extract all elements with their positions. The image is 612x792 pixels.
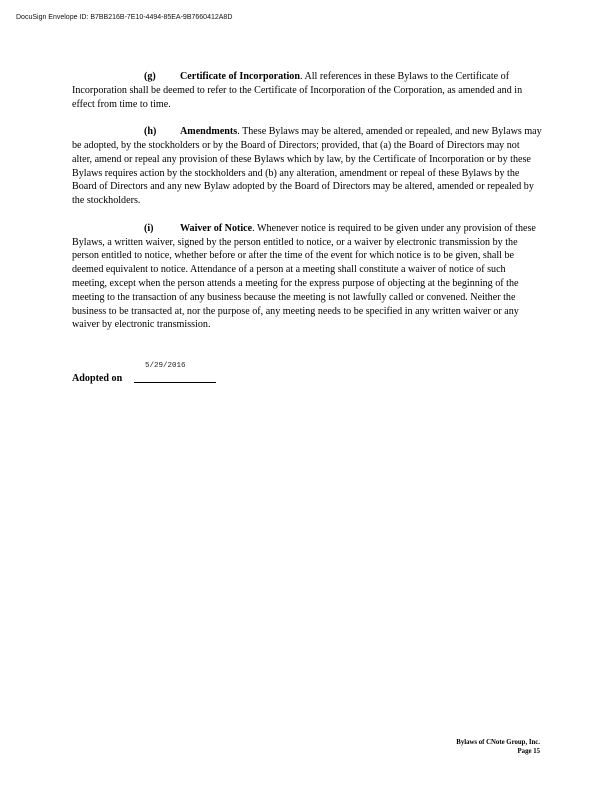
section-amendments: (h) Amendments. These Bylaws may be altered, amended or repealed, and new Bylaws may be adopted, by the stockholders or by the Board of Directors; provided, that (a) the Board of Directors may not alter, amend or repeal any provision of these Bylaws which by law, by the Certificate of Incorporation or by these Bylaws requires action by the stockholders and (b) any alteration, amendment or repeal of these Bylaws by the Board of Directors and any new Bylaw adopted by the Board of Directors may be altered, amended or repealed by the stockholders. (72, 126, 542, 207)
section-number: (h) (144, 126, 157, 138)
footer-page-number: Page 15 (517, 748, 540, 755)
section-text: All references in these Bylaws to the Certificate of Incorporation shall be deemed to refer to the Certificate of Incorporation of the Corporation, as amended and in effect from time to time. (72, 71, 523, 110)
section-text: These Bylaws may be altered, amended or repealed, and new Bylaws may be adopted, by the stockholders or by the Board of Directors; provided, that (a) the Board of Directors may not alter, amend or repeal any provision of these Bylaws which by law, by the Certificate of Incorporation or by these Bylaws requires action by the stockholders and (b) any alteration, amendment or repeal of these Bylaws by the Board of Directors and any new Bylaw adopted by the Board of Directors may be altered, amended or repealed by the stockholders. (72, 126, 542, 207)
section-number: (i) (144, 222, 154, 234)
page-footer (456, 738, 540, 756)
section-heading: Waiver of Notice (180, 222, 253, 234)
section-text: Whenever notice is required to be given under any provision of these Bylaws, a written waiver, signed by the person entitled to notice, or a waiver by electronic transmission by the person entitled to notice, whether before or after the time of the event for which notice is to be given, shall be deemed equivalent to notice. Attendance of a person at a meeting shall constitute a waiver of notice of such meeting, except when the person attends a meeting for the express purpose of objecting at the beginning of the meeting to the transaction of any business because the meeting is not lawfully called or convened. Neither the business to be transacted at, nor the purpose of, any meeting needs to be specified in any written waiver or any waiver by electronic transmission. (72, 222, 536, 331)
section-heading: Certificate of Incorporation (180, 71, 300, 82)
bylaws-body (72, 70, 542, 346)
signature-date-line (134, 382, 216, 383)
section-certificate-of-incorporation: (g) Certificate of Incorporation. All references in these Bylaws to the Certificate of Incorporation shall be deemed to refer to the Certificate of Incorporation of the Corporation, as amended and in effect from time to time. (72, 71, 523, 110)
section-heading: Amendments (180, 126, 238, 138)
docusign-envelope-id: DocuSign Envelope ID: B7BB216B-7E10-4494-85EA-9B7660412A8D (16, 14, 233, 21)
adopted-on-label: Adopted on (72, 373, 123, 384)
signature-date: 5/29/2016 (145, 362, 186, 370)
footer-document-title: Bylaws of CNote Group, Inc. (456, 739, 540, 746)
section-waiver-of-notice: (i) Waiver of Notice. Whenever notice is required to be given under any provision of these Bylaws, a written waiver, signed by the person entitled to notice, or a waiver by electronic transmission by the person entitled to notice, whether before or after the time of the event for which notice is to be given, shall be deemed equivalent to notice. Attendance of a person at a meeting shall constitute a waiver of notice of such meeting, except when the person attends a meeting for the express purpose of objecting at the beginning of the meeting to the transaction of any business because the meeting is not lawfully called or convened. Neither the business to be transacted at, nor the purpose of, any meeting needs to be specified in any written waiver or any waiver by electronic transmission. (72, 222, 536, 331)
section-number: (g) (144, 71, 156, 82)
